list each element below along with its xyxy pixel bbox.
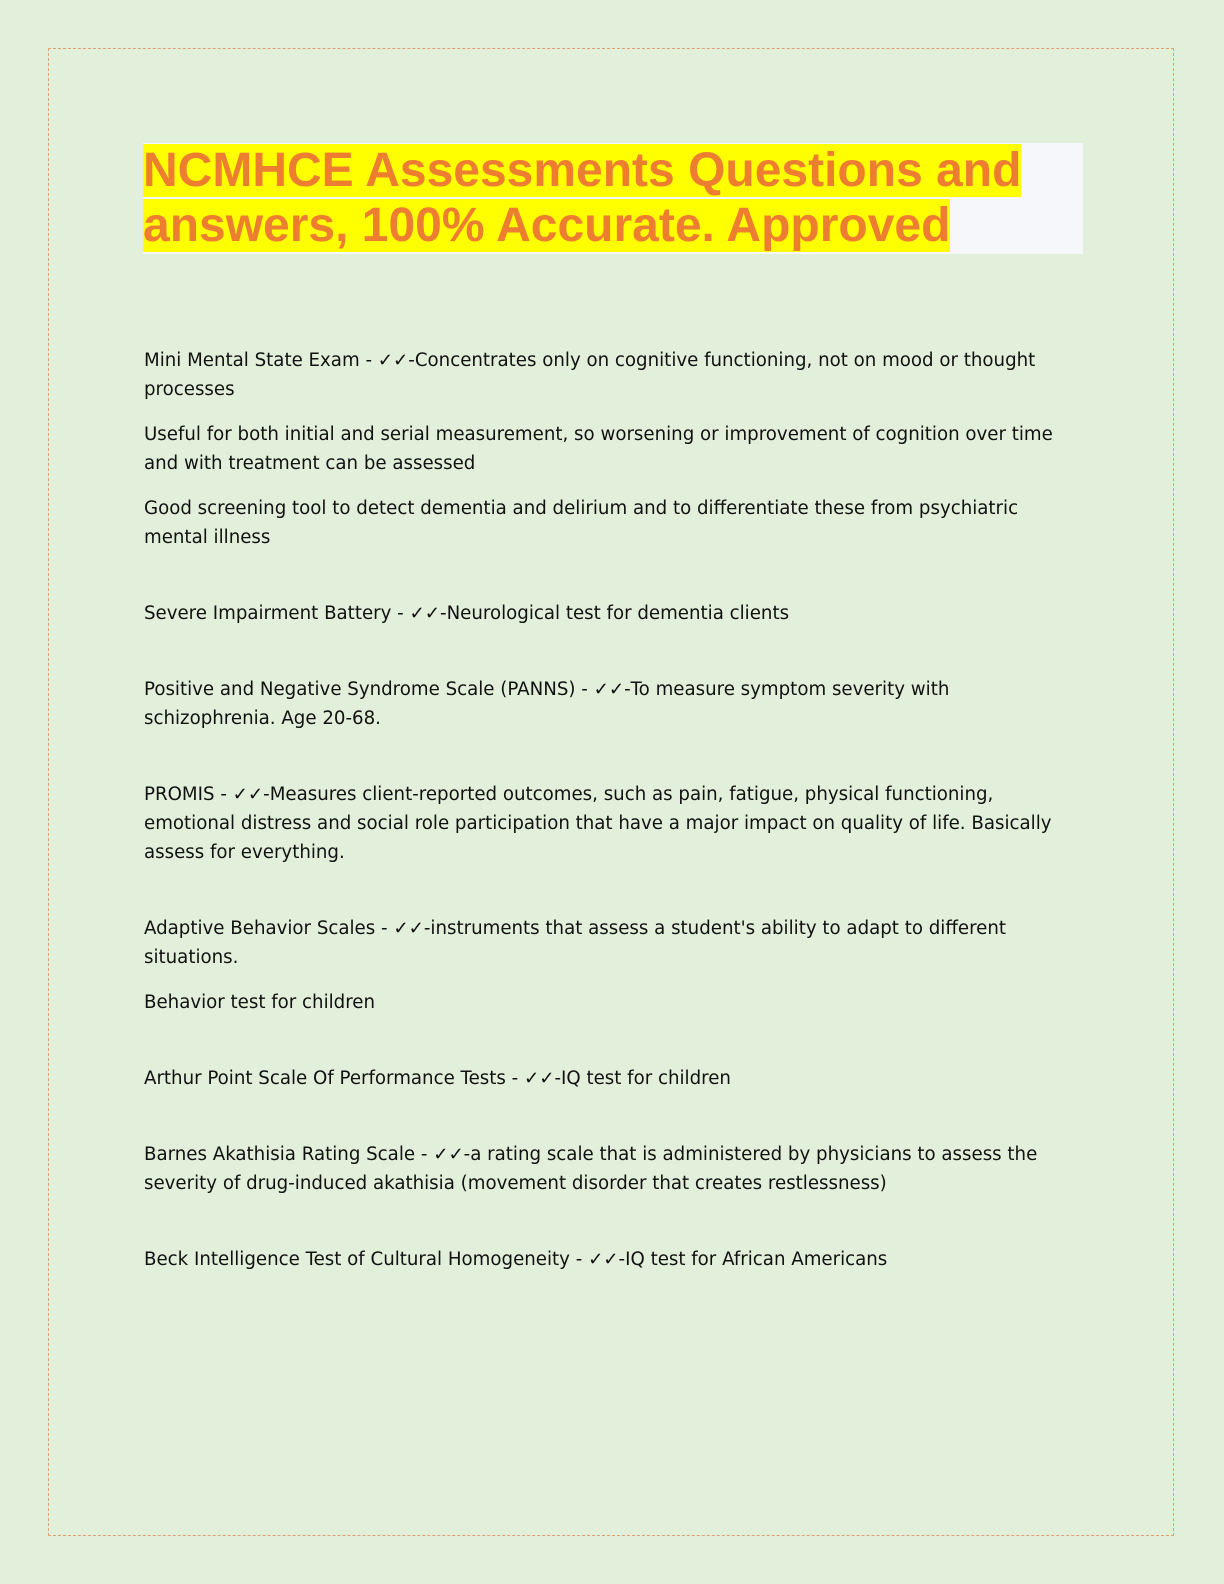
qa-extra-note: Behavior test for children xyxy=(144,992,376,1013)
title-line-2: answers, 100% Accurate. Approved xyxy=(143,199,951,252)
qa-definition: To measure symptom severity with schizophrenia. Age 20-68. xyxy=(144,679,950,729)
answer-check-icon: - ✓✓- xyxy=(214,784,270,805)
qa-definition: a rating scale that is administered by physicians to assess the severity of drug-induced akathisia (movement disorder that creates restlessness) xyxy=(144,1144,1038,1194)
qa-term: Barnes Akathisia Rating Scale xyxy=(144,1144,416,1165)
qa-entry xyxy=(144,346,1084,552)
qa-entry xyxy=(144,914,1084,1017)
answer-check-icon: - ✓✓- xyxy=(569,1249,626,1270)
qa-term: Arthur Point Scale Of Performance Tests xyxy=(144,1068,506,1089)
answer-check-icon: - ✓✓- xyxy=(575,679,631,700)
qa-definition: Concentrates only on cognitive functioning, not on mood or thought processes xyxy=(144,350,1036,400)
qa-main-line xyxy=(144,599,1084,628)
qa-term: Beck Intelligence Test of Cultural Homogeneity xyxy=(144,1249,570,1270)
qa-entry xyxy=(144,1245,1084,1274)
answer-check-icon: - ✓✓- xyxy=(415,1144,471,1165)
qa-term: Severe Impairment Battery xyxy=(144,603,392,624)
qa-term: PROMIS xyxy=(144,784,215,805)
qa-main-line xyxy=(144,675,1084,733)
qa-main-line xyxy=(144,1064,1084,1093)
qa-definition: IQ test for children xyxy=(561,1068,731,1089)
answer-check-icon: - ✓✓- xyxy=(375,918,431,939)
qa-term: Adaptive Behavior Scales xyxy=(144,918,376,939)
qa-definition: Neurological test for dementia clients xyxy=(446,603,790,624)
qa-entry xyxy=(144,675,1084,733)
answer-check-icon: - ✓✓- xyxy=(391,603,447,624)
qa-entry xyxy=(144,1064,1084,1093)
qa-definition: IQ test for African Americans xyxy=(625,1249,888,1270)
document-title xyxy=(143,143,1083,253)
qa-main-line xyxy=(144,346,1084,404)
qa-entry xyxy=(144,599,1084,628)
qa-entry xyxy=(144,1140,1084,1198)
qa-main-line xyxy=(144,1245,1084,1274)
qa-term: Positive and Negative Syndrome Scale (PANNS) xyxy=(144,679,576,700)
qa-main-line xyxy=(144,914,1084,972)
qa-entry xyxy=(144,780,1084,867)
qa-extra-note: Good screening tool to detect dementia and delirium and to differentiate these from psychiatric mental illness xyxy=(144,498,1019,548)
title-block xyxy=(143,143,1083,254)
qa-list xyxy=(144,346,1084,1321)
answer-check-icon: - ✓✓- xyxy=(359,350,415,371)
answer-check-icon: - ✓✓- xyxy=(505,1068,562,1089)
qa-term: Mini Mental State Exam xyxy=(144,350,360,371)
qa-main-line xyxy=(144,780,1084,867)
qa-definition: Measures client-reported outcomes, such as pain, fatigue, physical functioning, emotional distress and social role participation that have a major impact on quality of life. Basically assess for everything. xyxy=(144,784,1052,863)
qa-extra-note: Useful for both initial and serial measurement, so worsening or improvement of cognition over time and with treatment can be assessed xyxy=(144,424,1053,474)
title-line-1: NCMHCE Assessments Questions and xyxy=(143,144,1022,197)
qa-definition: instruments that assess a student's ability to adapt to different situations. xyxy=(144,918,1007,968)
qa-main-line xyxy=(144,1140,1084,1198)
